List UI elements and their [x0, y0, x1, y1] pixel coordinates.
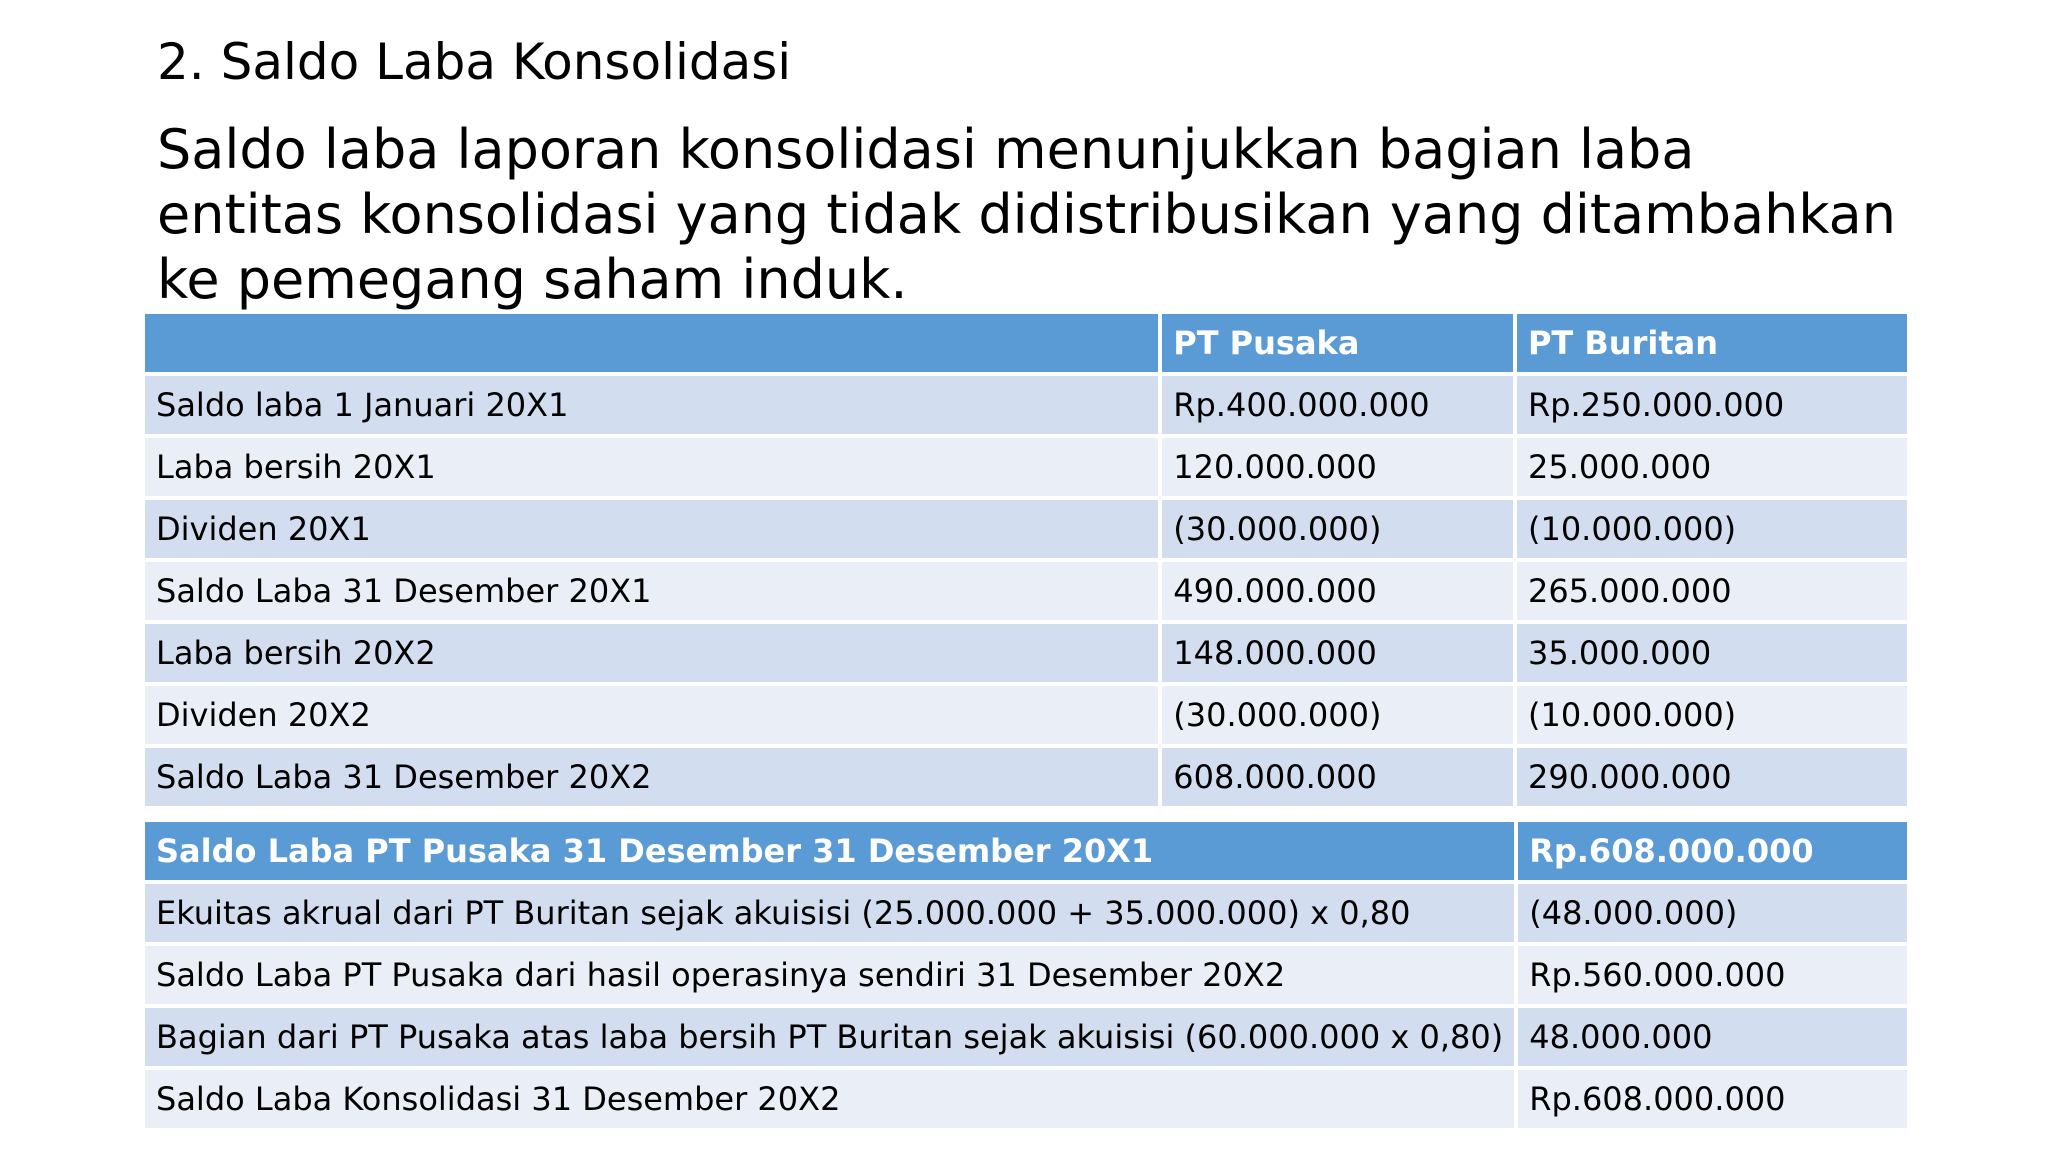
table-header-cell: PT Buritan [1517, 314, 1907, 372]
table-header-cell: PT Pusaka [1162, 314, 1513, 372]
pusaka-value: 120.000.000 [1162, 438, 1513, 496]
row-value: Rp.608.000.000 [1518, 1070, 1907, 1128]
table-header-cell [145, 314, 1158, 372]
row-label: Dividen 20X1 [145, 500, 1158, 558]
buritan-value: Rp.250.000.000 [1517, 376, 1907, 434]
table-row [145, 562, 1907, 620]
table-row [145, 500, 1907, 558]
table-header-cell: Saldo Laba PT Pusaka 31 Desember 31 Desember 20X1 [145, 822, 1514, 880]
pusaka-value: 148.000.000 [1162, 624, 1513, 682]
row-label: Saldo laba 1 Januari 20X1 [145, 376, 1158, 434]
row-label: Saldo Laba PT Pusaka dari hasil operasinya sendiri 31 Desember 20X2 [145, 946, 1514, 1004]
row-label: Laba bersih 20X2 [145, 624, 1158, 682]
buritan-value: 35.000.000 [1517, 624, 1907, 682]
table-row [145, 946, 1907, 1004]
slide-subtitle: Saldo laba laporan konsolidasi menunjukkan bagian laba entitas konsolidasi yang tidak didistribusikan yang ditambahkan ke pemegang saham induk. [157, 118, 1896, 311]
table-row [145, 624, 1907, 682]
retained-earnings-table [141, 310, 1911, 810]
row-value: Rp.560.000.000 [1518, 946, 1907, 1004]
table-header-row [145, 822, 1907, 880]
table-row [145, 1008, 1907, 1066]
buritan-value: (10.000.000) [1517, 686, 1907, 744]
row-label: Saldo Laba 31 Desember 20X1 [145, 562, 1158, 620]
row-label: Laba bersih 20X1 [145, 438, 1158, 496]
consolidated-earnings-table [141, 818, 1911, 1132]
slide-title: 2. Saldo Laba Konsolidasi [157, 33, 792, 91]
buritan-value: (10.000.000) [1517, 500, 1907, 558]
buritan-value: 25.000.000 [1517, 438, 1907, 496]
row-value: 48.000.000 [1518, 1008, 1907, 1066]
pusaka-value: (30.000.000) [1162, 686, 1513, 744]
row-label: Dividen 20X2 [145, 686, 1158, 744]
row-label: Saldo Laba 31 Desember 20X2 [145, 748, 1158, 806]
table-header-cell: Rp.608.000.000 [1518, 822, 1907, 880]
table-row [145, 686, 1907, 744]
buritan-value: 290.000.000 [1517, 748, 1907, 806]
table-row [145, 1070, 1907, 1128]
pusaka-value: Rp.400.000.000 [1162, 376, 1513, 434]
row-label: Ekuitas akrual dari PT Buritan sejak akuisisi (25.000.000 + 35.000.000) x 0,80 [145, 884, 1514, 942]
table-header-row [145, 314, 1907, 372]
table-row [145, 884, 1907, 942]
row-label: Saldo Laba Konsolidasi 31 Desember 20X2 [145, 1070, 1514, 1128]
table-row [145, 376, 1907, 434]
table-row [145, 438, 1907, 496]
pusaka-value: 608.000.000 [1162, 748, 1513, 806]
row-value: (48.000.000) [1518, 884, 1907, 942]
table-row [145, 748, 1907, 806]
pusaka-value: (30.000.000) [1162, 500, 1513, 558]
pusaka-value: 490.000.000 [1162, 562, 1513, 620]
buritan-value: 265.000.000 [1517, 562, 1907, 620]
row-label: Bagian dari PT Pusaka atas laba bersih PT Buritan sejak akuisisi (60.000.000 x 0,80) [145, 1008, 1514, 1066]
